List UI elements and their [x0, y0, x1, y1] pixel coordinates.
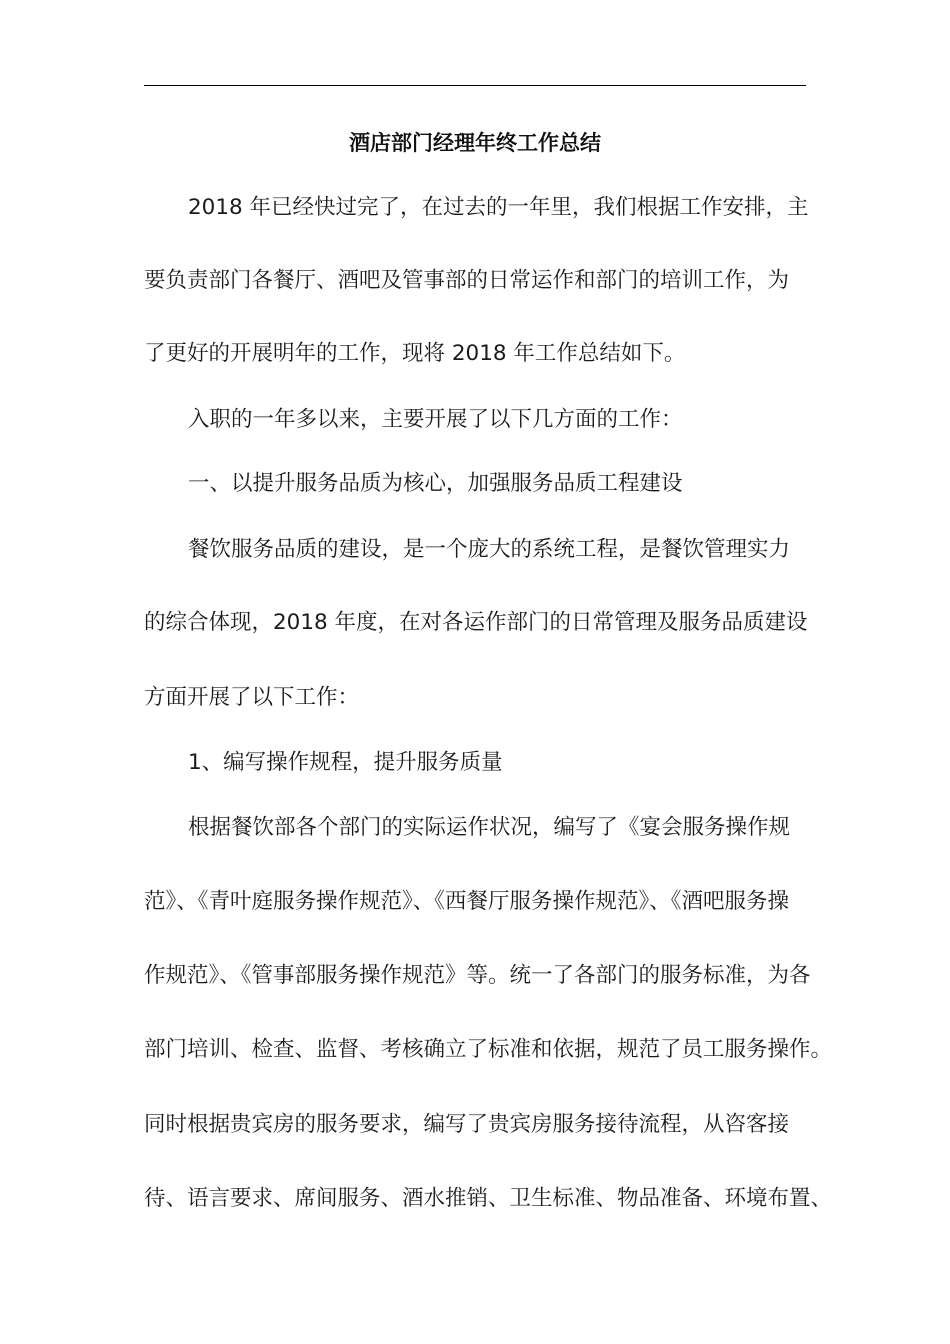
- paragraph-line: 餐饮服务品质的建设，是一个庞大的系统工程，是餐饮管理实力: [188, 537, 791, 562]
- paragraph-line: 要负责部门各餐厅、酒吧及管事部的日常运作和部门的培训工作，为: [144, 268, 790, 293]
- header-rule: [144, 85, 806, 86]
- paragraph-line: 同时根据贵宾房的服务要求，编写了贵宾房服务接待流程，从咨客接: [144, 1112, 790, 1137]
- subsection-heading: 1、编写操作规程，提升服务质量: [188, 750, 503, 775]
- paragraph-line: 部门培训、检查、监督、考核确立了标准和依据，规范了员工服务操作。: [144, 1037, 833, 1062]
- paragraph-line: 了更好的开展明年的工作，现将 2018 年工作总结如下。: [144, 341, 686, 366]
- paragraph-line: 作规范》、《管事部服务操作规范》等。统一了各部门的服务标准，为各: [144, 963, 811, 988]
- paragraph-line: 方面开展了以下工作：: [144, 685, 360, 710]
- document-title: 酒店部门经理年终工作总结: [349, 131, 601, 155]
- paragraph-line: 待、语言要求、席间服务、酒水推销、卫生标准、物品准备、环境布置、: [144, 1186, 833, 1211]
- paragraph-line: 根据餐饮部各个部门的实际运作状况，编写了《宴会服务操作规: [188, 815, 791, 840]
- paragraph-line: 范》、《青叶庭服务操作规范》、《西餐厅服务操作规范》、《酒吧服务操: [144, 889, 790, 914]
- paragraph-line: 入职的一年多以来，主要开展了以下几方面的工作：: [188, 407, 683, 432]
- section-heading: 一、以提升服务品质为核心，加强服务品质工程建设: [188, 471, 683, 496]
- paragraph-line: 2018 年已经快过完了，在过去的一年里，我们根据工作安排，主: [188, 195, 809, 220]
- paragraph-line: 的综合体现，2018 年度，在对各运作部门的日常管理及服务品质建设: [144, 610, 808, 635]
